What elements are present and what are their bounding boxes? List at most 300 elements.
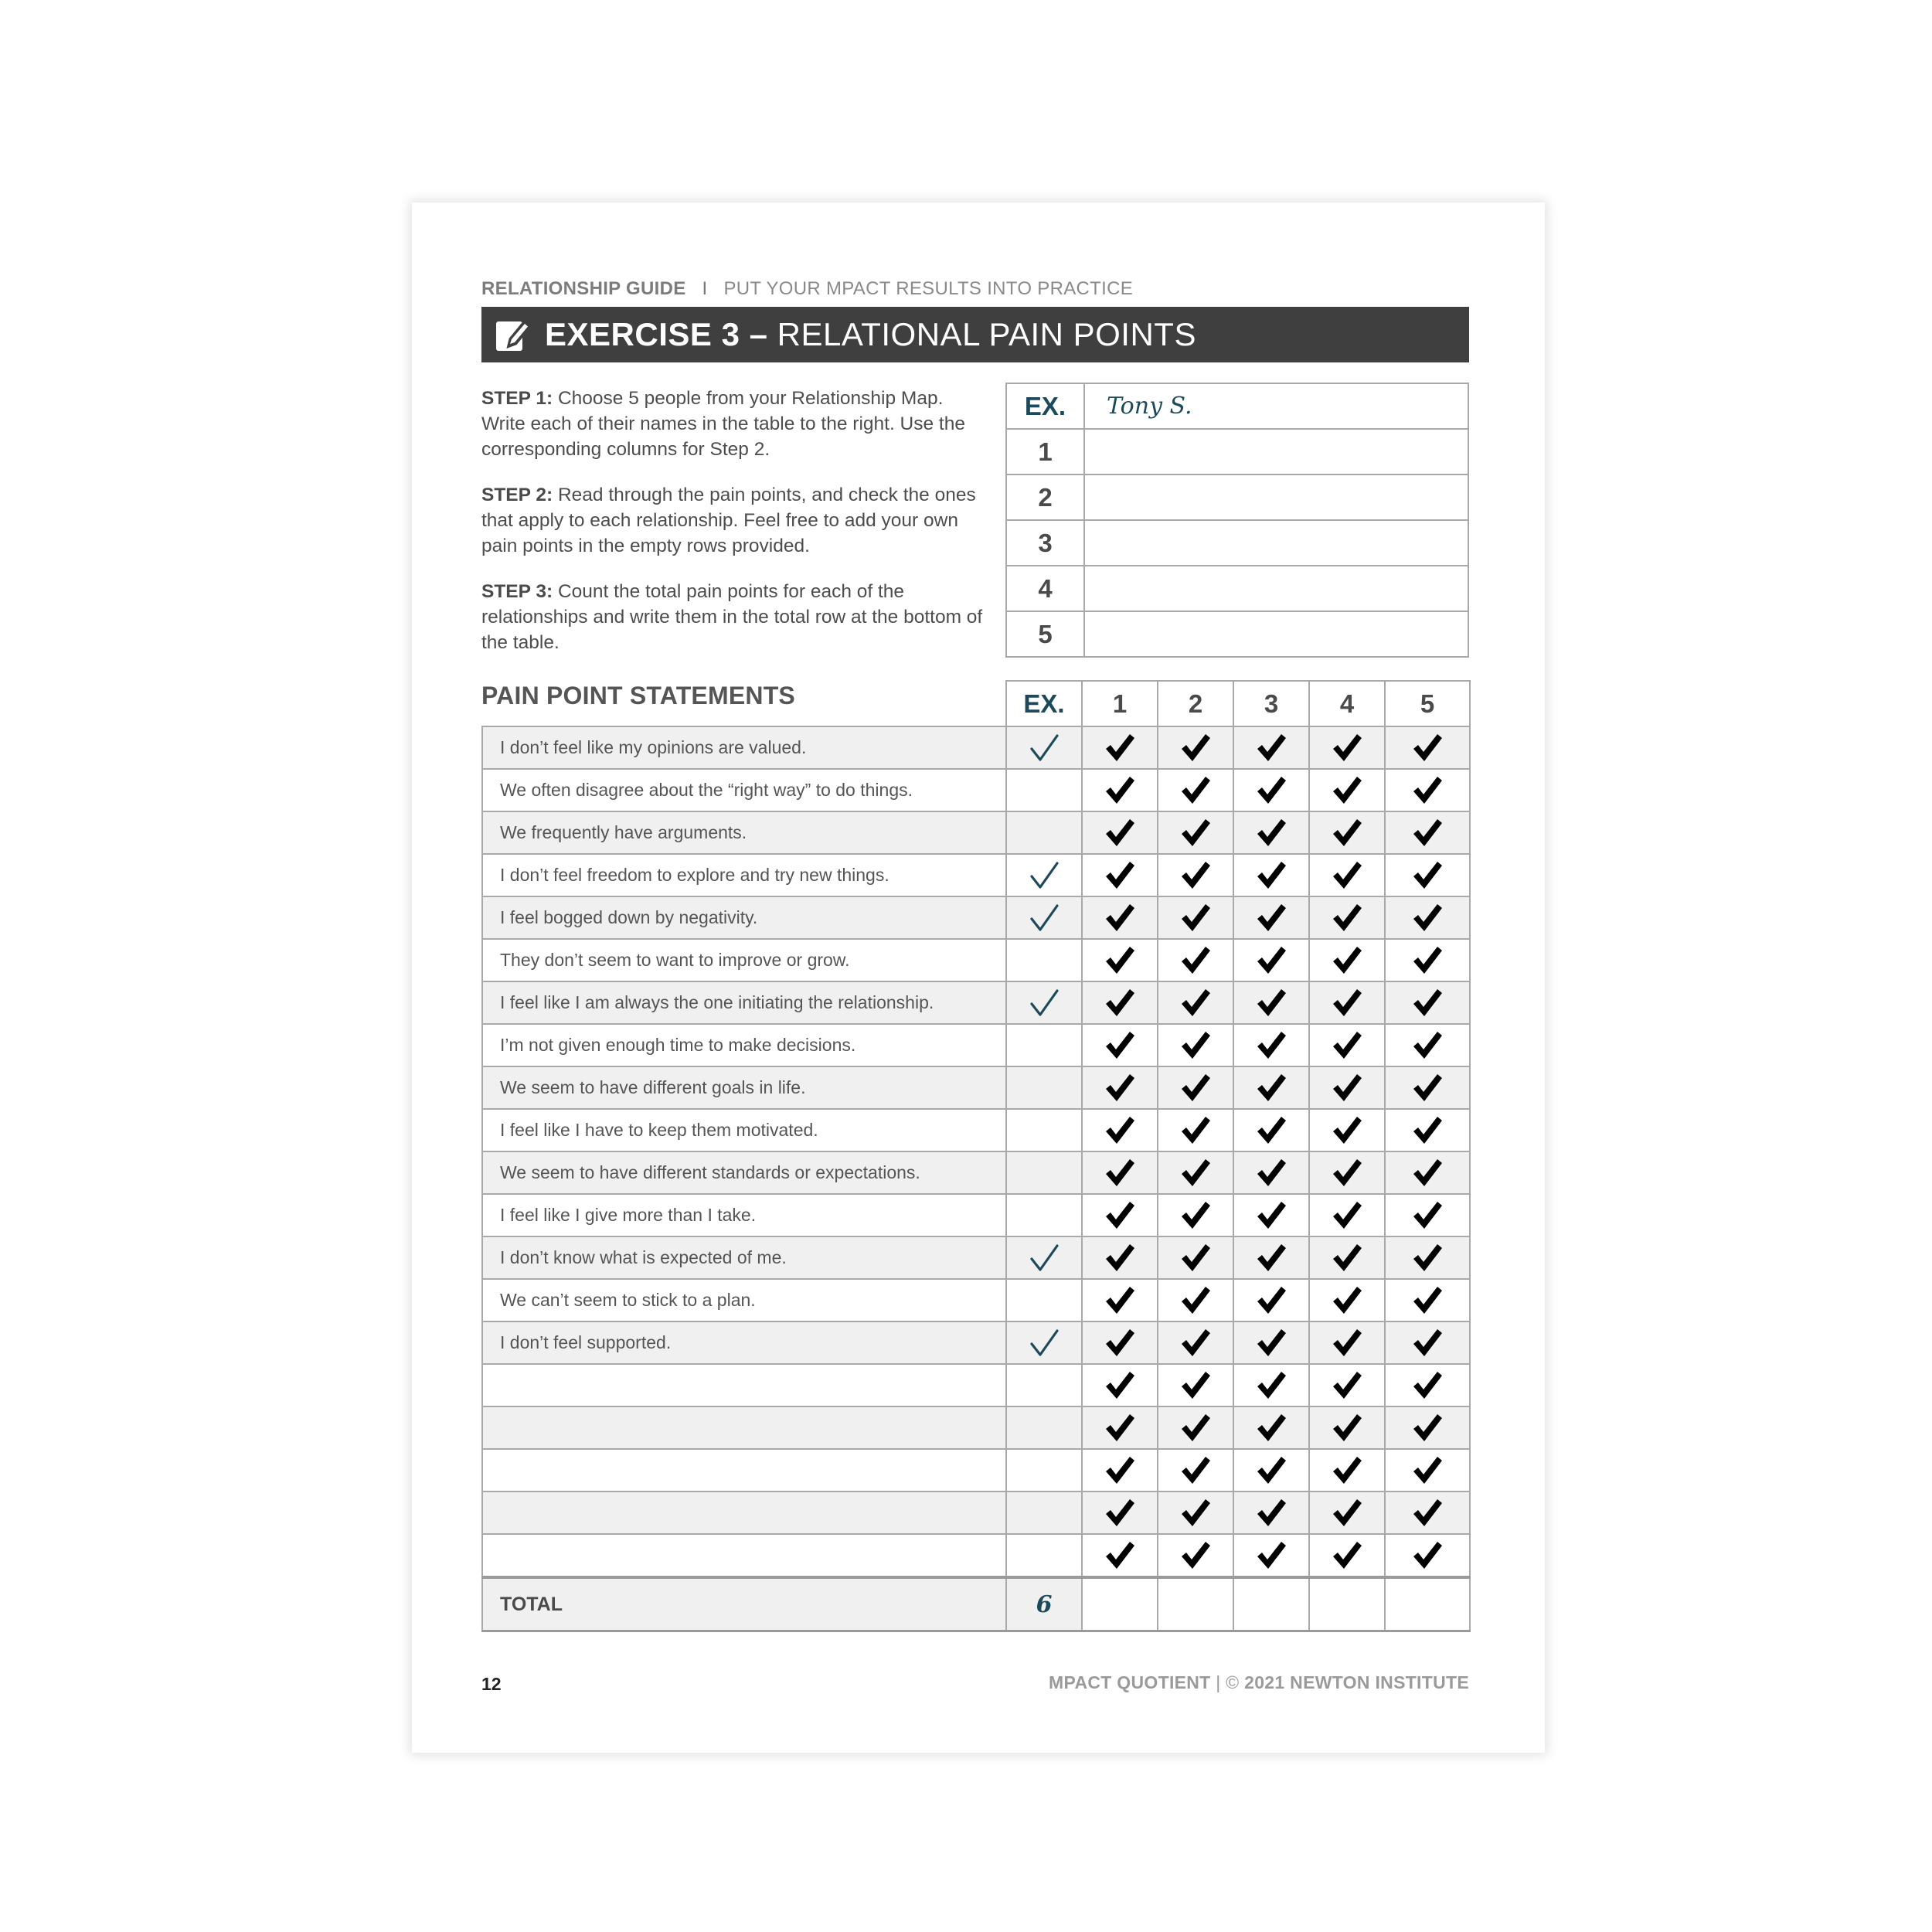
checkmark-icon <box>1179 774 1212 807</box>
total-field-5[interactable] <box>1385 1577 1470 1631</box>
checkbox-4[interactable] <box>1309 1492 1385 1534</box>
name-field[interactable] <box>1084 611 1468 657</box>
checkbox-3[interactable] <box>1233 939 1309 981</box>
checkmark-icon <box>1104 732 1136 764</box>
checkmark-icon <box>1331 902 1363 934</box>
checkbox-5[interactable] <box>1385 811 1470 854</box>
checkmark-icon <box>1179 1454 1212 1487</box>
checkbox-1[interactable] <box>1082 769 1158 811</box>
checkbox-1[interactable] <box>1082 1236 1158 1279</box>
table-row <box>482 1364 1470 1406</box>
checkmark-icon <box>1255 732 1287 764</box>
checkbox-1[interactable] <box>1082 1449 1158 1492</box>
ex-checkbox[interactable] <box>1006 769 1082 811</box>
total-label: TOTAL <box>482 1577 1006 1631</box>
ex-checkbox[interactable] <box>1006 1492 1082 1534</box>
checkbox-4[interactable] <box>1309 1109 1385 1151</box>
checkmark-icon <box>1331 1497 1363 1529</box>
ex-checkbox[interactable] <box>1006 1279 1082 1321</box>
checkmark-icon <box>1179 1497 1212 1529</box>
checkmark-icon <box>1331 774 1363 807</box>
checkbox-1[interactable] <box>1082 1406 1158 1449</box>
checkbox-1[interactable] <box>1082 1109 1158 1151</box>
pain-statement: I’m not given enough time to make decisions. <box>482 1024 1006 1066</box>
checkbox-4[interactable] <box>1309 1194 1385 1236</box>
checkmark-icon <box>1411 1284 1444 1317</box>
checkbox-4[interactable] <box>1309 726 1385 769</box>
checkmark-icon <box>1255 1497 1287 1529</box>
total-field-1[interactable] <box>1082 1577 1158 1631</box>
checkbox-4[interactable] <box>1309 769 1385 811</box>
name-field[interactable] <box>1084 520 1468 566</box>
checkmark-icon <box>1179 817 1212 849</box>
table-row <box>482 1534 1470 1577</box>
table-row <box>482 1109 1470 1151</box>
checkbox-2[interactable] <box>1158 1279 1233 1321</box>
checkbox-2[interactable] <box>1158 1449 1233 1492</box>
checkmark-icon <box>1179 1114 1212 1147</box>
document-page <box>412 202 1545 1753</box>
checkmark-icon <box>1411 1369 1444 1402</box>
checkmark-icon <box>1255 1454 1287 1487</box>
step-text: Count the total pain points for each of the relationships and write them in the total row at the bottom of the table. <box>481 581 983 653</box>
ex-checkbox[interactable] <box>1006 896 1082 939</box>
checkbox-4[interactable] <box>1309 1534 1385 1577</box>
checkbox-4[interactable] <box>1309 939 1385 981</box>
checkmark-icon <box>1331 1199 1363 1232</box>
checkbox-5[interactable] <box>1385 1066 1470 1109</box>
pain-statement: I feel bogged down by negativity. <box>482 896 1006 939</box>
checkbox-1[interactable] <box>1082 1534 1158 1577</box>
checkmark-icon <box>1179 1199 1212 1232</box>
ex-checkbox[interactable] <box>1006 1194 1082 1236</box>
checkmark-icon <box>1104 1497 1136 1529</box>
name-row <box>1006 429 1468 474</box>
checkbox-3[interactable] <box>1233 854 1309 896</box>
checkbox-2[interactable] <box>1158 939 1233 981</box>
checkbox-4[interactable] <box>1309 1449 1385 1492</box>
checkbox-3[interactable] <box>1233 811 1309 854</box>
ex-checkbox[interactable] <box>1006 1024 1082 1066</box>
checkmark-icon <box>1179 1284 1212 1317</box>
checkbox-1[interactable] <box>1082 1066 1158 1109</box>
checkmark-icon <box>1331 1369 1363 1402</box>
checkbox-5[interactable] <box>1385 1109 1470 1151</box>
table-row <box>482 854 1470 896</box>
checkbox-5[interactable] <box>1385 1236 1470 1279</box>
checkbox-5[interactable] <box>1385 1279 1470 1321</box>
ex-checkbox[interactable] <box>1006 1109 1082 1151</box>
checkbox-2[interactable] <box>1158 1194 1233 1236</box>
pain-statement: I don’t feel supported. <box>482 1321 1006 1364</box>
checkbox-2[interactable] <box>1158 1024 1233 1066</box>
checkmark-icon <box>1028 1242 1060 1274</box>
checkbox-4[interactable] <box>1309 1321 1385 1364</box>
table-row <box>482 1492 1470 1534</box>
checkbox-3[interactable] <box>1233 1194 1309 1236</box>
checkmark-icon <box>1331 944 1363 977</box>
checkbox-5[interactable] <box>1385 726 1470 769</box>
checkbox-5[interactable] <box>1385 939 1470 981</box>
checkmark-icon <box>1028 859 1060 892</box>
checkbox-1[interactable] <box>1082 854 1158 896</box>
checkmark-icon <box>1104 902 1136 934</box>
checkbox-3[interactable] <box>1233 896 1309 939</box>
checkbox-2[interactable] <box>1158 896 1233 939</box>
name-row <box>1006 566 1468 611</box>
checkbox-5[interactable] <box>1385 1364 1470 1406</box>
checkmark-icon <box>1255 1199 1287 1232</box>
checkmark-icon <box>1104 1327 1136 1359</box>
checkmark-icon <box>1411 1539 1444 1572</box>
checkmark-icon <box>1179 1072 1212 1104</box>
checkmark-icon <box>1255 944 1287 977</box>
checkmark-icon <box>1179 944 1212 977</box>
checkmark-icon <box>1104 1242 1136 1274</box>
ex-checkbox[interactable] <box>1006 1364 1082 1406</box>
checkbox-3[interactable] <box>1233 1151 1309 1194</box>
checkbox-4[interactable] <box>1309 1024 1385 1066</box>
checkbox-3[interactable] <box>1233 1236 1309 1279</box>
pain-statement: They don’t seem to want to improve or grow. <box>482 939 1006 981</box>
checkmark-icon <box>1104 1412 1136 1444</box>
name-row-number: 2 <box>1006 474 1084 520</box>
checkbox-3[interactable] <box>1233 1066 1309 1109</box>
checkbox-5[interactable] <box>1385 1534 1470 1577</box>
checkmark-icon <box>1179 1539 1212 1572</box>
checkbox-4[interactable] <box>1309 1066 1385 1109</box>
checkmark-icon <box>1179 732 1212 764</box>
checkmark-icon <box>1255 1327 1287 1359</box>
step-label: STEP 3: <box>481 581 553 602</box>
checkbox-3[interactable] <box>1233 1492 1309 1534</box>
pain-statement: We seem to have different goals in life. <box>482 1066 1006 1109</box>
checkbox-4[interactable] <box>1309 1151 1385 1194</box>
pain-statement: We frequently have arguments. <box>482 811 1006 854</box>
checkbox-2[interactable] <box>1158 1492 1233 1534</box>
footer-brand: MPACT QUOTIENT <box>1049 1672 1211 1692</box>
checkbox-2[interactable] <box>1158 1151 1233 1194</box>
step-3 <box>481 579 984 655</box>
checkmark-icon <box>1179 1029 1212 1062</box>
column-header-1: 1 <box>1082 681 1158 726</box>
pain-statement: I feel like I have to keep them motivated. <box>482 1109 1006 1151</box>
checkbox-2[interactable] <box>1158 769 1233 811</box>
checkbox-5[interactable] <box>1385 1194 1470 1236</box>
checkmark-icon <box>1411 774 1444 807</box>
step-label: STEP 1: <box>481 388 553 409</box>
pain-statement: I don’t feel like my opinions are valued. <box>482 726 1006 769</box>
checkbox-3[interactable] <box>1233 1534 1309 1577</box>
name-field[interactable] <box>1084 566 1468 611</box>
checkbox-1[interactable] <box>1082 1279 1158 1321</box>
pain-statement: I feel like I am always the one initiating the relationship. <box>482 981 1006 1024</box>
checkbox-3[interactable] <box>1233 726 1309 769</box>
table-row <box>482 896 1470 939</box>
exercise-title-bar <box>481 307 1469 362</box>
table-row <box>482 1406 1470 1449</box>
checkmark-icon <box>1179 1327 1212 1359</box>
total-field-4[interactable] <box>1309 1577 1385 1631</box>
checkbox-2[interactable] <box>1158 1109 1233 1151</box>
name-row-number: EX. <box>1006 383 1084 429</box>
checkbox-2[interactable] <box>1158 811 1233 854</box>
name-row-number: 1 <box>1006 429 1084 474</box>
footer-copyright <box>1049 1672 1469 1693</box>
checkbox-1[interactable] <box>1082 896 1158 939</box>
checkmark-icon <box>1104 774 1136 807</box>
checkmark-icon <box>1255 817 1287 849</box>
checkbox-4[interactable] <box>1309 1236 1385 1279</box>
ex-checkbox[interactable] <box>1006 1406 1082 1449</box>
running-header <box>481 278 1133 300</box>
total-ex-value[interactable]: 6 <box>1006 1577 1082 1631</box>
ex-checkbox[interactable] <box>1006 1236 1082 1279</box>
checkbox-4[interactable] <box>1309 1406 1385 1449</box>
checkmark-icon <box>1255 1072 1287 1104</box>
name-row <box>1006 520 1468 566</box>
checkmark-icon <box>1028 987 1060 1019</box>
table-row <box>482 769 1470 811</box>
checkmark-icon <box>1028 902 1060 934</box>
ex-checkbox[interactable] <box>1006 1321 1082 1364</box>
pain-statement <box>482 1492 1006 1534</box>
exercise-number: EXERCISE 3 – <box>545 316 768 352</box>
total-row <box>482 1577 1470 1631</box>
checkmark-icon <box>1104 859 1136 892</box>
checkbox-3[interactable] <box>1233 1321 1309 1364</box>
table-row <box>482 1024 1470 1066</box>
checkbox-5[interactable] <box>1385 896 1470 939</box>
checkmark-icon <box>1179 1369 1212 1402</box>
checkbox-1[interactable] <box>1082 1151 1158 1194</box>
checkmark-icon <box>1028 732 1060 764</box>
name-row-number: 3 <box>1006 520 1084 566</box>
checkmark-icon <box>1331 817 1363 849</box>
checkmark-icon <box>1255 987 1287 1019</box>
checkmark-icon <box>1411 817 1444 849</box>
table-row <box>482 1151 1470 1194</box>
step-text: Read through the pain points, and check the ones that apply to each relationship. Feel free to add your own pain points in the empty rows provided. <box>481 485 976 556</box>
name-field[interactable] <box>1084 429 1468 474</box>
checkbox-3[interactable] <box>1233 769 1309 811</box>
checkmark-icon <box>1179 859 1212 892</box>
exercise-name: RELATIONAL PAIN POINTS <box>767 316 1196 352</box>
ex-checkbox[interactable] <box>1006 811 1082 854</box>
checkmark-icon <box>1411 1114 1444 1147</box>
checkmark-icon <box>1104 1454 1136 1487</box>
column-header-5: 5 <box>1385 681 1470 726</box>
checkmark-icon <box>1411 902 1444 934</box>
checkbox-2[interactable] <box>1158 854 1233 896</box>
step-instructions <box>481 386 984 675</box>
checkbox-5[interactable] <box>1385 1024 1470 1066</box>
pain-statement: We can’t seem to stick to a plan. <box>482 1279 1006 1321</box>
checkbox-1[interactable] <box>1082 939 1158 981</box>
column-header-3: 3 <box>1233 681 1309 726</box>
checkbox-1[interactable] <box>1082 1321 1158 1364</box>
checkmark-icon <box>1255 1029 1287 1062</box>
checkmark-icon <box>1331 987 1363 1019</box>
table-row <box>482 726 1470 769</box>
checkmark-icon <box>1179 987 1212 1019</box>
checkbox-5[interactable] <box>1385 854 1470 896</box>
pain-statement <box>482 1534 1006 1577</box>
checkmark-icon <box>1411 1412 1444 1444</box>
footer-copyright-text: 2021 NEWTON INSTITUTE <box>1244 1672 1469 1692</box>
checkmark-icon <box>1179 1242 1212 1274</box>
checkbox-4[interactable] <box>1309 1364 1385 1406</box>
ex-checkbox[interactable] <box>1006 1449 1082 1492</box>
ex-checkbox[interactable] <box>1006 1151 1082 1194</box>
name-field[interactable] <box>1084 474 1468 520</box>
checkmark-icon <box>1411 1242 1444 1274</box>
pain-statement: I don’t feel freedom to explore and try new things. <box>482 854 1006 896</box>
checkmark-icon <box>1411 1454 1444 1487</box>
checkbox-3[interactable] <box>1233 1406 1309 1449</box>
checkmark-icon <box>1411 1199 1444 1232</box>
checkbox-3[interactable] <box>1233 1449 1309 1492</box>
checkmark-icon <box>1411 732 1444 764</box>
checkbox-4[interactable] <box>1309 1279 1385 1321</box>
checkbox-2[interactable] <box>1158 1534 1233 1577</box>
checkbox-4[interactable] <box>1309 896 1385 939</box>
checkbox-2[interactable] <box>1158 726 1233 769</box>
checkbox-4[interactable] <box>1309 854 1385 896</box>
checkmark-icon <box>1411 859 1444 892</box>
checkmark-icon <box>1255 859 1287 892</box>
name-row-number: 4 <box>1006 566 1084 611</box>
checkmark-icon <box>1331 1539 1363 1572</box>
column-header-2: 2 <box>1158 681 1233 726</box>
ex-checkbox[interactable] <box>1006 1534 1082 1577</box>
checkbox-4[interactable] <box>1309 811 1385 854</box>
table-row <box>482 939 1470 981</box>
pain-statement <box>482 1406 1006 1449</box>
pain-points-table <box>481 680 1471 1632</box>
checkmark-icon <box>1179 1157 1212 1189</box>
checkbox-3[interactable] <box>1233 981 1309 1024</box>
checkbox-1[interactable] <box>1082 1364 1158 1406</box>
checkmark-icon <box>1255 1114 1287 1147</box>
checkbox-2[interactable] <box>1158 1066 1233 1109</box>
checkmark-icon <box>1331 1454 1363 1487</box>
pain-statement: We often disagree about the “right way” to do things. <box>482 769 1006 811</box>
table-row <box>482 1321 1470 1364</box>
column-header-4: 4 <box>1309 681 1385 726</box>
names-table <box>1005 383 1469 658</box>
checkbox-3[interactable] <box>1233 1109 1309 1151</box>
footer-separator: | © <box>1210 1672 1245 1692</box>
ex-checkbox[interactable] <box>1006 854 1082 896</box>
name-row <box>1006 474 1468 520</box>
checkmark-icon <box>1411 1029 1444 1062</box>
step-2 <box>481 482 984 559</box>
checkbox-1[interactable] <box>1082 811 1158 854</box>
step-label: STEP 2: <box>481 485 553 505</box>
checkbox-5[interactable] <box>1385 1492 1470 1534</box>
checkmark-icon <box>1104 1114 1136 1147</box>
checkmark-icon <box>1255 1539 1287 1572</box>
checkbox-5[interactable] <box>1385 1151 1470 1194</box>
pain-statement <box>482 1364 1006 1406</box>
pain-statement: We seem to have different standards or expectations. <box>482 1151 1006 1194</box>
checkmark-icon <box>1331 1412 1363 1444</box>
checkmark-icon <box>1331 732 1363 764</box>
checkbox-5[interactable] <box>1385 1321 1470 1364</box>
checkbox-1[interactable] <box>1082 1492 1158 1534</box>
checkmark-icon <box>1411 1157 1444 1189</box>
total-field-2[interactable] <box>1158 1577 1233 1631</box>
checkbox-4[interactable] <box>1309 981 1385 1024</box>
total-field-3[interactable] <box>1233 1577 1309 1631</box>
checkmark-icon <box>1104 817 1136 849</box>
checkmark-icon <box>1331 1072 1363 1104</box>
step-1 <box>481 386 984 462</box>
checkmark-icon <box>1104 1284 1136 1317</box>
checkbox-5[interactable] <box>1385 1449 1470 1492</box>
table-row <box>482 1194 1470 1236</box>
checkmark-icon <box>1255 902 1287 934</box>
checkbox-5[interactable] <box>1385 1406 1470 1449</box>
guide-title: RELATIONSHIP GUIDE <box>481 278 686 299</box>
checkbox-1[interactable] <box>1082 981 1158 1024</box>
checkmark-icon <box>1179 902 1212 934</box>
checkmark-icon <box>1331 859 1363 892</box>
table-row <box>482 1236 1470 1279</box>
checkmark-icon <box>1331 1029 1363 1062</box>
checkmark-icon <box>1255 1369 1287 1402</box>
checkmark-icon <box>1104 1072 1136 1104</box>
checkmark-icon <box>1104 1539 1136 1572</box>
table-row <box>482 1279 1470 1321</box>
checkmark-icon <box>1331 1284 1363 1317</box>
header-separator: I <box>702 278 708 299</box>
checkbox-3[interactable] <box>1233 1279 1309 1321</box>
checkbox-2[interactable] <box>1158 1364 1233 1406</box>
table-row <box>482 811 1470 854</box>
ex-checkbox[interactable] <box>1006 939 1082 981</box>
checkmark-icon <box>1104 1199 1136 1232</box>
checkbox-1[interactable] <box>1082 726 1158 769</box>
checkmark-icon <box>1104 1369 1136 1402</box>
checkbox-3[interactable] <box>1233 1024 1309 1066</box>
checkmark-icon <box>1411 1072 1444 1104</box>
checkbox-1[interactable] <box>1082 1194 1158 1236</box>
page-number: 12 <box>481 1674 502 1694</box>
ex-checkbox[interactable] <box>1006 1066 1082 1109</box>
checkmark-icon <box>1104 944 1136 977</box>
checkbox-2[interactable] <box>1158 981 1233 1024</box>
checkbox-2[interactable] <box>1158 1236 1233 1279</box>
name-field[interactable]: Tony S. <box>1084 383 1468 429</box>
checkbox-5[interactable] <box>1385 769 1470 811</box>
checkbox-5[interactable] <box>1385 981 1470 1024</box>
ex-checkbox[interactable] <box>1006 981 1082 1024</box>
checkmark-icon <box>1255 1412 1287 1444</box>
checkmark-icon <box>1255 1157 1287 1189</box>
column-header-ex: EX. <box>1006 681 1082 726</box>
name-row <box>1006 611 1468 657</box>
checkbox-1[interactable] <box>1082 1024 1158 1066</box>
ex-checkbox[interactable] <box>1006 726 1082 769</box>
edit-note-icon <box>494 316 531 353</box>
checkmark-icon <box>1411 1497 1444 1529</box>
checkbox-2[interactable] <box>1158 1406 1233 1449</box>
checkmark-icon <box>1411 944 1444 977</box>
checkbox-2[interactable] <box>1158 1321 1233 1364</box>
checkbox-3[interactable] <box>1233 1364 1309 1406</box>
